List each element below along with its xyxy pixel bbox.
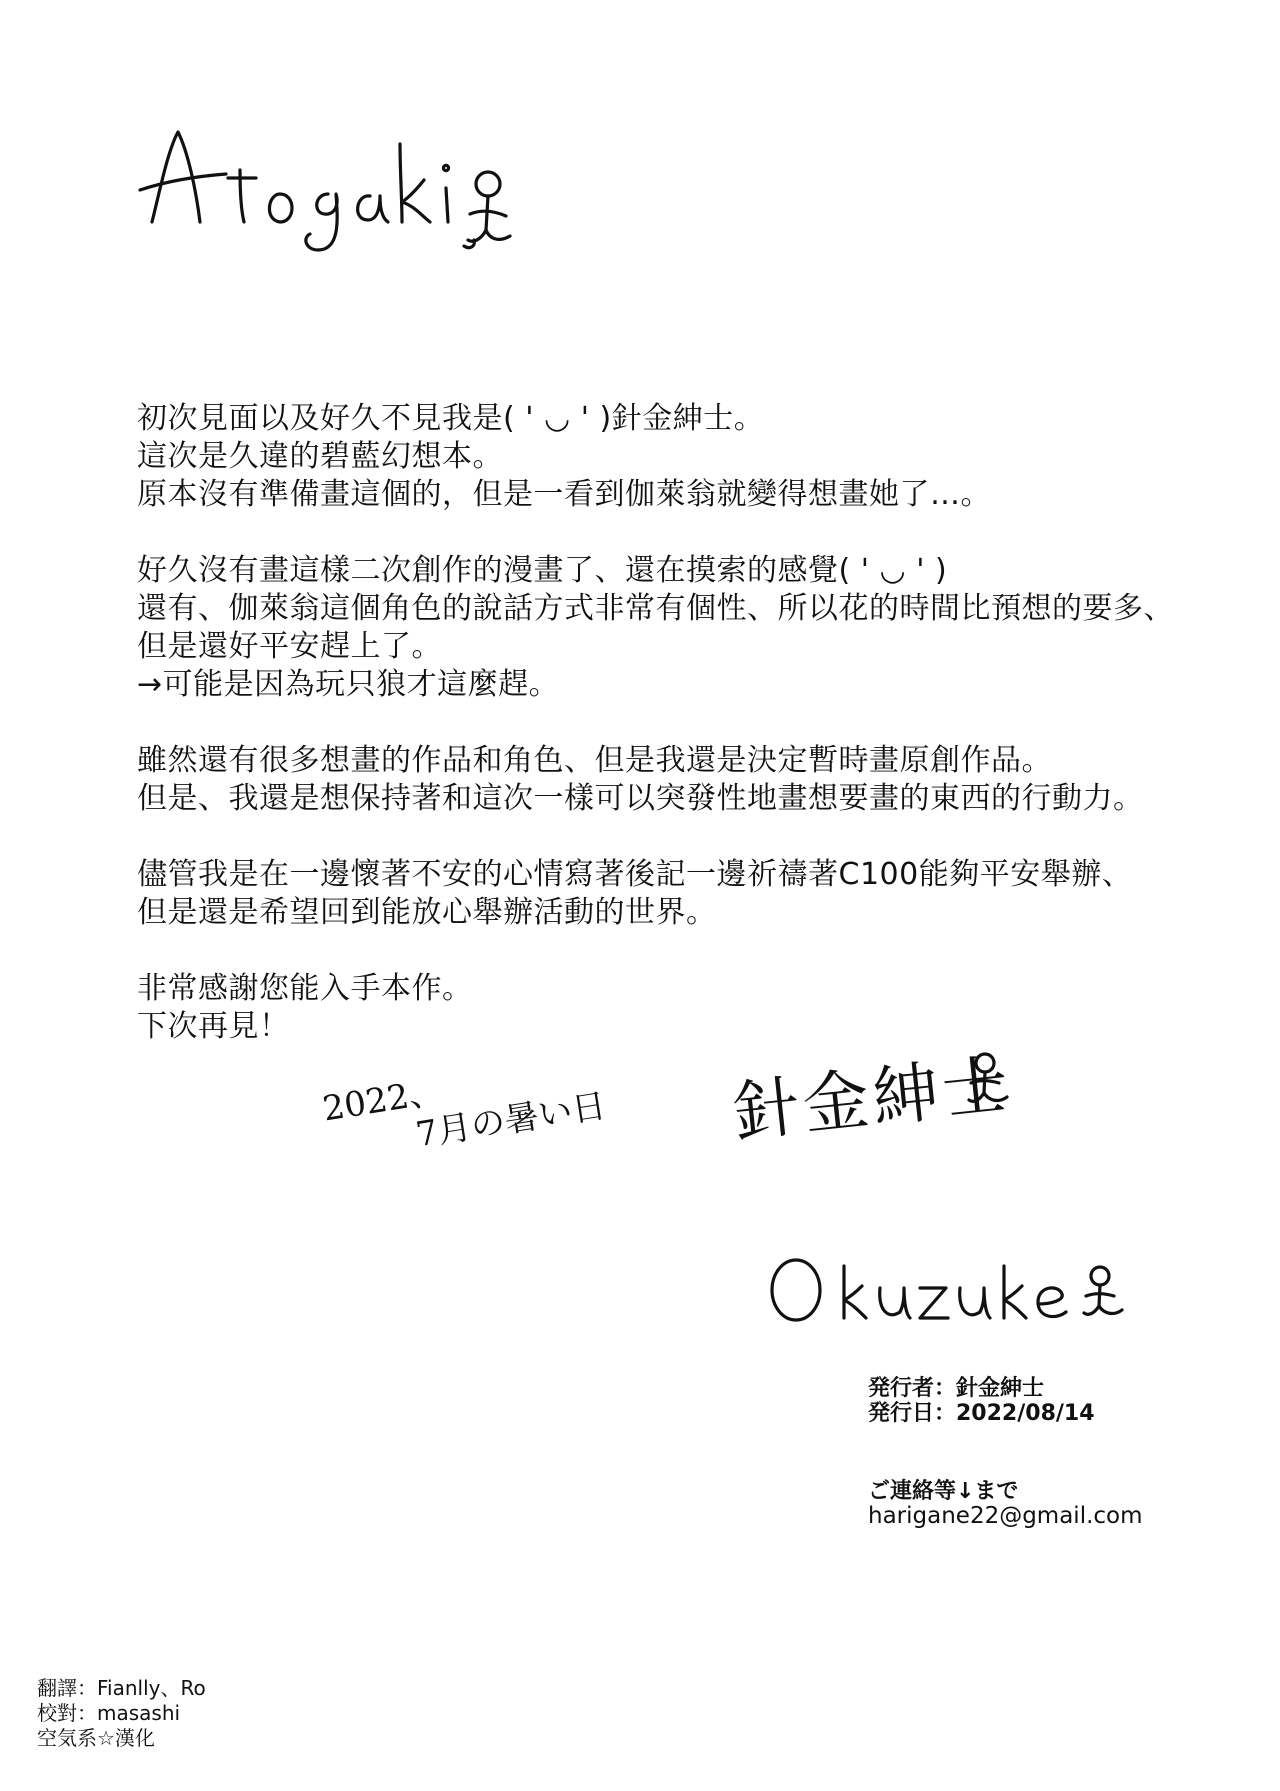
- paragraph: [137, 856, 1147, 932]
- paragraph: [137, 552, 1174, 704]
- signature-text: 針金紳士: [729, 1045, 1017, 1152]
- date-day: 7月の暑い日: [413, 1085, 609, 1156]
- text-line: 初次見面以及好久不見我是( ' ◡ ' )針金紳士。: [137, 401, 765, 436]
- paragraph: [137, 400, 1147, 514]
- colophon: [868, 1376, 1095, 1426]
- text-line: 但是還是希望回到能放心舉辦活動的世界。: [137, 895, 717, 930]
- signature-doodle-icon: [955, 1045, 1025, 1115]
- text-line: 還有、伽萊翁這個角色的說話方式非常有個性、所以花的時間比預想的要多、: [137, 591, 1174, 626]
- okuzuke-heading: [766, 1240, 1146, 1340]
- paragraph: [137, 742, 1147, 818]
- contact-block: [868, 1479, 1143, 1529]
- text-line: 儘管我是在一邊懷著不安的心情寫著後記一邊祈禱著C100能夠平安舉辦、: [137, 857, 1133, 892]
- credit-group: 空気系☆漢化: [37, 1726, 155, 1750]
- credit-proofreading: 校對：masashi: [37, 1701, 181, 1725]
- credits: [37, 1676, 206, 1751]
- date-year: 2022、: [320, 1071, 446, 1130]
- text-line: 好久沒有畫這樣二次創作的漫畫了、還在摸索的感覺( ' ◡ ' ): [137, 553, 948, 588]
- text-line: 雖然還有很多想畫的作品和角色、但是我還是決定暫時畫原創作品。: [137, 743, 1052, 778]
- atogaki-heading: [130, 110, 570, 280]
- text-line: 但是還好平安趕上了。: [137, 629, 442, 664]
- contact-label: ご連絡等↓まで: [868, 1479, 1019, 1504]
- credit-translation: 翻譯：Fianlly、Ro: [37, 1676, 206, 1700]
- text-line: 下次再見！: [137, 1009, 290, 1044]
- text-line: 但是、我還是想保持著和這次一樣可以突發性地畫想要畫的東西的行動力。: [137, 781, 1144, 816]
- publish-date: 発行日：2022/08/14: [868, 1401, 1095, 1426]
- publisher: 発行者：針金紳士: [868, 1376, 1045, 1401]
- text-line: 這次是久違的碧藍幻想本。: [137, 439, 503, 474]
- contact-email: harigane22@gmail.com: [868, 1503, 1143, 1529]
- text-line: →可能是因為玩只狼才這麼趕。: [137, 667, 560, 702]
- text-line: 原本沒有準備畫這個的，但是一看到伽萊翁就變得想畫她了…。: [137, 477, 991, 512]
- afterword-body: [137, 400, 1174, 1084]
- text-line: 非常感謝您能入手本作。: [137, 971, 473, 1006]
